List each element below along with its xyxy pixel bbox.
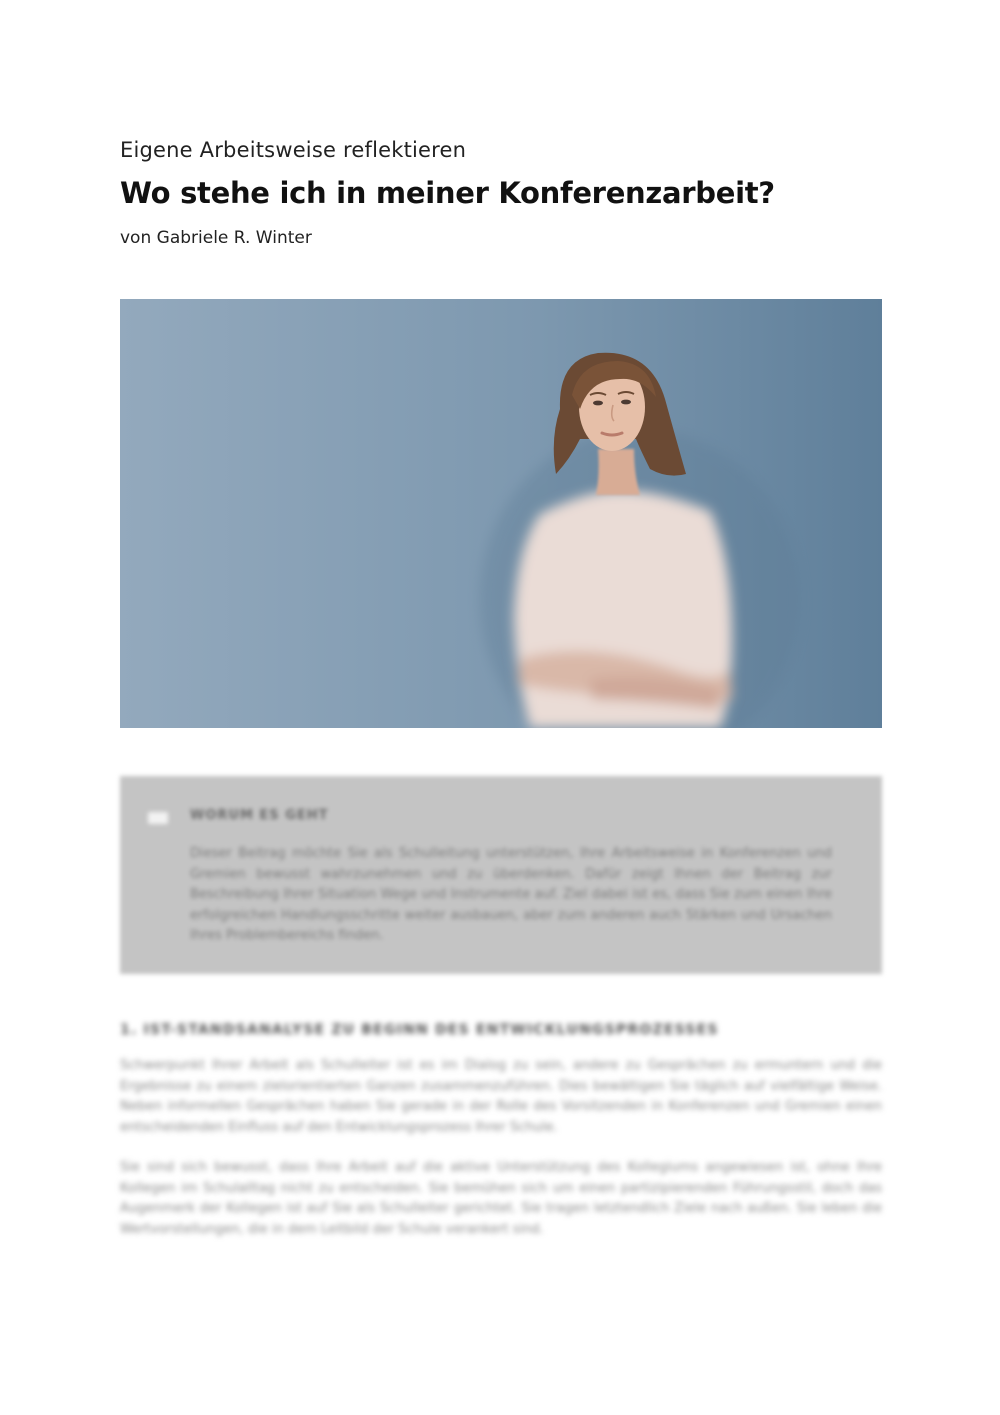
woman-portrait-photo [120, 299, 882, 728]
paragraph-2: Sie sind sich bewusst, dass Ihre Arbeit auf die aktive Unterstützung des Kollegiums angewiesen ist, ohne Ihre Kollegen im Schulalltag nicht zu entscheiden. Sie bemühen sich um einen partizipierenden Führungsstil, doch das Augenmerk der Kollegen ist auf Sie als Schulleiter gerichtet. Sie tragen letztendlich Ziele nach außen. Sie leben die Wertvorstellungen, die in dem Leitbild der Schule verankert sind. [120, 1160, 882, 1237]
info-box-marker-icon [148, 812, 168, 824]
kicker-text: Eigene Arbeitsweise reflektieren [120, 138, 467, 162]
paragraph-1: Schwerpunkt Ihrer Arbeit als Schulleiter ist es im Dialog zu sein, andere zu Gesprächen zu ermuntern und die Ergebnisse zu einem zielorientierten Ganzen zusammenzuführen. Dies bewältigen Sie täglich auf vielfältige Weise. Neben informellen Gesprächen haben Sie gerade in der Rolle des Vorsitzenden in Konferenzen und Gremien einen entscheidenden Einfluss auf den Entwicklungsprozess Ihrer Schule. [120, 1058, 882, 1135]
author-byline: von Gabriele R. Winter [120, 228, 312, 248]
info-box [120, 776, 882, 974]
section-heading: 1. IST-STANDSANALYSE ZU BEGINN DES ENTWICKLUNGSPROZESSES [120, 1022, 719, 1038]
info-box-title: WORUM ES GEHT [190, 808, 329, 823]
hero-image [120, 299, 882, 728]
info-box-text: Dieser Beitrag möchte Sie als Schulleitung unterstützen, Ihre Arbeitsweise in Konferenzen und Gremien bewusst wahrzunehmen und zu überdenken. Dafür zeigt Ihnen der Beitrag zur Beschreibung Ihrer Situation Wege und Instrumente auf. Ziel dabei ist es, dass Sie zum einen Ihre erfolgreichen Handlungsschritte weiter ausbauen, aber zum anderen auch Stärken und Ursachen Ihres Problembereichs finden. [190, 846, 832, 943]
page-title: Wo stehe ich in meiner Konferenzarbeit? [120, 176, 775, 210]
